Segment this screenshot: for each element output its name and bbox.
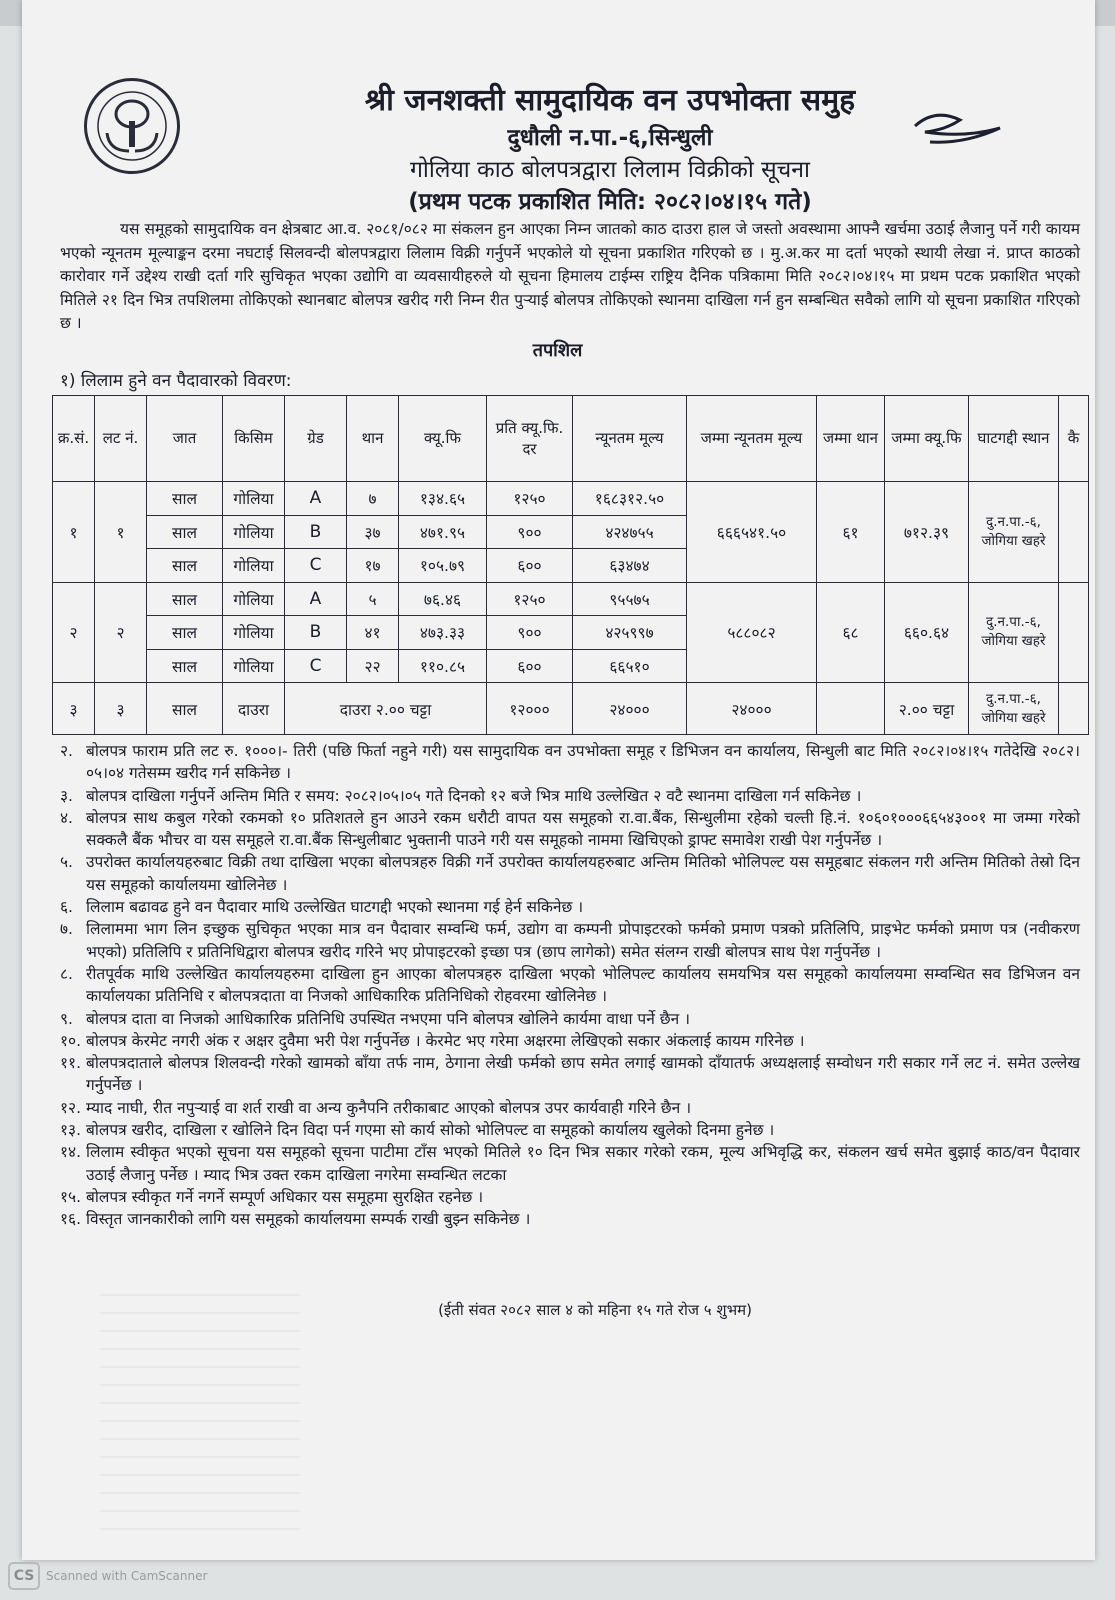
term-item xyxy=(60,896,1080,918)
bleed-through-text xyxy=(100,1280,300,1530)
cell-type: गोलिया xyxy=(223,549,285,583)
term-item xyxy=(60,1186,1080,1208)
organization-emblem xyxy=(84,78,180,174)
location-line-1: दु.न.पा.-६, xyxy=(986,690,1041,707)
cell-remarks xyxy=(1059,582,1089,683)
term-number: ७. xyxy=(60,920,73,939)
col-header-location: घाटगद्दी स्थान xyxy=(969,396,1059,482)
cell-pieces: ३७ xyxy=(347,515,399,549)
term-text: उपरोक्त कार्यालयहरुबाट विक्री तथा दाखिला भएका बोलपत्रहरु विक्री गर्ने उपरोक्त कार्यालयहरुबाट अन्तिम मितिको भोलिपल्ट यस समूहबाट संकलन गरी अन्तिम मितिको तेस्रो दिन यस समूहको कार्यालयमा खोलिनेछ । xyxy=(86,853,1080,894)
term-text: बोलपत्र दाता वा निजको आधिकारिक प्रतिनिधि उपस्थित नभएमा पनि बोलपत्र खोलिने कार्यमा वाधा पर्ने छैन । xyxy=(86,1009,691,1028)
cell-total-pieces: ६१ xyxy=(817,482,885,583)
term-number: ४. xyxy=(60,808,73,827)
terms-list xyxy=(60,740,1080,1231)
cell-rate: ६०० xyxy=(487,649,573,683)
cell-species: साल xyxy=(147,616,223,650)
cell-grade: C xyxy=(285,649,347,683)
closing-line: (ईती संवत २०८२ साल ४ को महिना १५ गते रोज ५ शुभम) xyxy=(438,1301,752,1319)
term-number: १५. xyxy=(60,1187,82,1206)
table-row-firewood xyxy=(53,683,1089,735)
col-header-lot: लट नं. xyxy=(95,396,147,482)
col-header-grade: ग्रेड xyxy=(285,396,347,482)
cell-rate: १२५० xyxy=(487,482,573,516)
section-title: १) लिलाम हुने वन पैदावारको विवरण: xyxy=(60,371,292,391)
cell-pieces: २२ xyxy=(347,649,399,683)
location-line-1: दु.न.पा.-६, xyxy=(986,513,1041,530)
cell-min-value: ६३४७४ xyxy=(573,549,687,583)
term-number: ६. xyxy=(60,898,73,917)
term-item xyxy=(60,963,1080,1008)
cell-species: साल xyxy=(147,582,223,616)
term-number: १३. xyxy=(60,1121,82,1140)
term-item xyxy=(60,1097,1080,1119)
cell-pieces: ५ xyxy=(347,582,399,616)
term-number: ११. xyxy=(60,1054,82,1073)
cell-total-min: २४००० xyxy=(687,683,817,735)
notice-header xyxy=(200,80,1020,218)
term-item xyxy=(60,1008,1080,1030)
cell-min-value: २४००० xyxy=(573,683,687,735)
cell-min-value: ४२५९९७ xyxy=(573,616,687,650)
cell-firewood-description: दाउरा २.०० चट्टा xyxy=(285,683,487,735)
scanner-label: Scanned with CamScanner xyxy=(46,1569,208,1583)
cell-total-min: ६६६५४१.५० xyxy=(687,482,817,583)
cell-remarks xyxy=(1059,482,1089,583)
term-item xyxy=(60,1119,1080,1141)
term-text: लिलाम बढावढ हुने वन पैदावार माथि उल्लेखित घाटगद्दी भएको स्थानमा गई हेर्न सकिनेछ । xyxy=(86,898,584,917)
term-text: बोलपत्र केरमेट नगरी अंक र अक्षर दुवैमा भरी पेश गर्नुपर्नेछ । केरमेट भए गरेमा अक्षरमा लेखिएको सकार अंकलाई कायम गरिनेछ । xyxy=(86,1031,805,1050)
location-line-2: जोगिया खहरे xyxy=(981,709,1046,726)
cell-total-cft: २.०० चट्टा xyxy=(885,683,969,735)
schedule-heading: तपशिल xyxy=(532,340,583,361)
cell-min-value: ४२४७५५ xyxy=(573,515,687,549)
col-header-cft: क्यू.फि xyxy=(399,396,487,482)
cell-cft: ७६.४६ xyxy=(399,582,487,616)
cell-species: साल xyxy=(147,649,223,683)
term-text: बोलपत्र खरीद, दाखिला र खोलिने दिन विदा पर्न गएमा सो कार्य सोको भोलिपल्ट वा समूहको कार्यालय खुलेको दिनमा हुनेछ । xyxy=(86,1121,775,1140)
location-line-2: जोगिया खहरे xyxy=(981,532,1046,549)
notice-title: गोलिया काठ बोलपत्रद्वारा लिलाम विक्रीको सूचना xyxy=(409,157,810,183)
term-number: ८. xyxy=(60,964,73,983)
cell-location xyxy=(969,582,1059,683)
cell-pieces: १७ xyxy=(347,549,399,583)
cell-rate: १२५० xyxy=(487,582,573,616)
cell-cft: ११०.८५ xyxy=(399,649,487,683)
table-row xyxy=(53,482,1089,516)
term-item xyxy=(60,851,1080,896)
term-text: लिलाम स्वीकृत भएको सूचना यस समूहको सूचना पाटीमा टाँस भएको मितिले १० दिन भित्र सकार गरेको रकम, मूल्य अभिवृद्धि कर, संकलन खर्च समेत बुझाई काठ/वन पैदावार उठाई लैजानु पर्नेछ । म्याद भित्र उक्त रकम दाखिला नगरेमा सम्वन्धित लटका xyxy=(86,1143,1080,1184)
cell-total-pieces xyxy=(817,683,885,735)
cell-species: साल xyxy=(147,683,223,735)
tree-hands-logo-icon xyxy=(87,81,177,171)
cell-cft: ४७१.९५ xyxy=(399,515,487,549)
term-number: १६. xyxy=(60,1210,82,1229)
cell-total-min: ५८८०८२ xyxy=(687,582,817,683)
location-line-1: दु.न.पा.-६, xyxy=(986,614,1041,631)
cell-min-value: ६६५१० xyxy=(573,649,687,683)
cell-rate: ९०० xyxy=(487,616,573,650)
col-header-total-cft: जम्मा क्यू.फि xyxy=(885,396,969,482)
cell-grade: B xyxy=(285,616,347,650)
col-header-species: जात xyxy=(147,396,223,482)
term-number: ३. xyxy=(60,786,73,805)
term-text: विस्तृत जानकारीको लागि यस समूहको कार्यालयमा सम्पर्क राखी बुझ्न सकिनेछ । xyxy=(86,1210,531,1229)
cell-type: गोलिया xyxy=(223,649,285,683)
term-number: १२. xyxy=(60,1098,82,1117)
col-header-total-pieces: जम्मा थान xyxy=(817,396,885,482)
col-header-total-min: जम्मा न्यूनतम मूल्य xyxy=(687,396,817,482)
term-number: १४. xyxy=(60,1143,82,1162)
cell-cft: १३४.६५ xyxy=(399,482,487,516)
term-text: म्याद नाघी, रीत नपुर्‍याई वा शर्त राखी वा अन्य कुनैपनि तरीकाबाट आएको बोलपत्र उपर कार्यवाही गरिने छैन । xyxy=(86,1098,692,1117)
col-header-rate: प्रति क्यू.फि. दर xyxy=(487,396,573,482)
camscanner-icon: CS xyxy=(8,1562,40,1590)
term-text: रीतपूर्वक माथि उल्लेखित कार्यालयहरुमा दाखिला हुन आएका बोलपत्रहरु दाखिला भएको भोलिपल्ट कार्यालय समयभित्र यस समूहको कार्यालयमा सम्वन्धित सव डिभिजन वन कार्यालयका प्रतिनिधि र बोलपत्रदाता वा निजको आधिकारिक प्रतिनिधिको रोहवरमा खोलिनेछ । xyxy=(86,964,1080,1006)
col-header-min-value: न्यूनतम मूल्य xyxy=(573,396,687,482)
cell-remarks xyxy=(1059,683,1089,735)
term-text: लिलाममा भाग लिन इच्छुक सुचिकृत भएका मात्र वन पैदावार सम्वन्धि फर्म, उद्योग वा कम्पनी प्रोपाइटरको फर्मको प्रमाण पत्रको प्रतिलिपि, प्राइभेट फर्मको प्रमाण पत्र (नवीकरण भएको) प्रतिलिपि र प्रतिनिधिद्वारा बोलपत्र खरीद गरिने भए प्रोपाइटरको इच्छा पत्र (छाप लागेको) समेत संलग्न राखी बोलपत्र साथ पेश गर्नुपर्नेछ । xyxy=(86,920,1080,961)
cell-rate: ६०० xyxy=(487,549,573,583)
cell-min-value: ९५५७५ xyxy=(573,582,687,616)
organization-name: श्री जनशक्ती सामुदायिक वन उपभोक्ता समुह xyxy=(364,83,856,118)
cell-type: गोलिया xyxy=(223,616,285,650)
lot-details-table xyxy=(52,395,1089,735)
cell-pieces: ७ xyxy=(347,482,399,516)
cell-rate: १२००० xyxy=(487,683,573,735)
term-item xyxy=(60,1208,1080,1230)
term-item xyxy=(60,918,1080,963)
cell-grade: B xyxy=(285,515,347,549)
cell-cft: १०५.७९ xyxy=(399,549,487,583)
term-item xyxy=(60,1052,1080,1097)
cell-type: गोलिया xyxy=(223,515,285,549)
cell-cft: ४७३.३३ xyxy=(399,616,487,650)
location-line-2: जोगिया खहरे xyxy=(981,633,1046,650)
term-number: ५. xyxy=(60,853,73,872)
cell-grade: C xyxy=(285,549,347,583)
cell-sn: १ xyxy=(53,482,95,583)
term-text: बोलपत्र फाराम प्रति लट रु. १०००।- तिरी (पछि फिर्ता नहुने गरी) यस सामुदायिक वन उपभोक्ता समूह र डिभिजन वन कार्यालय, सिन्धुली बाट मिति २०८२।०४।१५ गतेदेखि २०८२।०५।०४ गतेसम्म खरीद गर्न सकिनेछ । xyxy=(86,742,1080,783)
term-text: बोलपत्र दाखिला गर्नुपर्ने अन्तिम मिति र समय: २०८२।०५।०५ गते दिनको १२ बजे भित्र माथि उल्लेखित २ वटै स्थानमा दाखिला गर्न सकिनेछ । xyxy=(86,786,862,805)
cell-species: साल xyxy=(147,549,223,583)
cell-total-pieces: ६८ xyxy=(817,582,885,683)
term-text: बोलपत्रदाताले बोलपत्र शिलवन्दी गरेको खामको बाँया तर्फ नाम, ठेगाना लेखी फर्मको छाप समेत लगाई खामको दाँयातर्फ अध्यक्षलाई सम्वोधन गरी सकार गर्ने लट नं. समेत उल्लेख गर्नुपर्नेछ । xyxy=(86,1054,1080,1095)
cell-lot: २ xyxy=(95,582,147,683)
cell-location xyxy=(969,482,1059,583)
cell-species: साल xyxy=(147,515,223,549)
table-header-row xyxy=(53,396,1089,482)
cell-total-cft: ६६०.६४ xyxy=(885,582,969,683)
cell-pieces: ४१ xyxy=(347,616,399,650)
term-number: १०. xyxy=(60,1031,82,1050)
cell-min-value: १६८३१२.५० xyxy=(573,482,687,516)
cell-rate: ९०० xyxy=(487,515,573,549)
cell-type: गोलिया xyxy=(223,482,285,516)
publish-date: (प्रथम पटक प्रकाशित मिति: २०८२।०४।१५ गते) xyxy=(408,189,812,215)
cell-species: साल xyxy=(147,482,223,516)
term-item xyxy=(60,807,1080,852)
cell-location xyxy=(969,683,1059,735)
cell-sn: ३ xyxy=(53,683,95,735)
term-item xyxy=(60,740,1080,785)
cell-total-cft: ७१२.३९ xyxy=(885,482,969,583)
cell-type: दाउरा xyxy=(223,683,285,735)
col-header-sn: क्र.सं. xyxy=(53,396,95,482)
cell-lot: ३ xyxy=(95,683,147,735)
col-header-remarks: कै xyxy=(1059,396,1089,482)
intro-paragraph: यस समूहको सामुदायिक वन क्षेत्रबाट आ.व. २०८१/०८२ मा संकलन हुन आएका निम्न जातको काठ दाउरा हाल जे जस्तो अवस्थामा आफ्नै खर्चमा उठाई लैजानु पर्ने गरी कायम भएको न्यूनतम मूल्याङ्कन दरमा नघटाई सिलवन्दी बोलपत्रद्वारा लिलाम विक्री गर्नुपर्ने भएकोले यो सूचना प्रकाशित गरिएको छ । मु.अ.कर मा दर्ता भएको स्थायी लेखा नं. प्राप्त काठको कारोवार गर्ने उद्देश्य राखी दर्ता गरि सुचिकृत भएका उद्योगि वा व्यवसायीहरुले यो सूचना हिमालय टाईम्स राष्ट्रिय दैनिक पत्रिकामा मिति २०८२।०४।१५ मा प्रथम पटक प्रकाशित भएको मितिले २१ दिन भित्र तपशिलमा तोकिएको स्थानबाट बोलपत्र खरीद गरी निम्न रीत पुर्‍याई बोलपत्र तोकिएको स्थानमा दाखिला गर्न हुन सम्बन्धित सवैको लागि यो सूचना प्रकाशित गरिएको छ । xyxy=(60,220,1080,332)
term-number: २. xyxy=(60,742,73,760)
organization-address: दुधौली न.पा.-६,सिन्धुली xyxy=(507,125,713,151)
scanner-watermark xyxy=(8,1562,207,1590)
term-item xyxy=(60,1141,1080,1186)
cell-grade: A xyxy=(285,482,347,516)
cell-type: गोलिया xyxy=(223,582,285,616)
term-text: बोलपत्र साथ कबुल गरेको रकमको १० प्रतिशतले हुन आउने रकम धरौटी वापत यस समूहको रा.वा.बैंक, सिन्धुलीमा रहेको चल्ती हि.नं. १०६०१०००६६५४३००१ मा जम्मा गरेको सक्कलै बैंक भौचर वा यस समूहले रा.वा.बैंक सिन्धुलीबाट भुक्तानी पाउने गरी यस समूहको नाममा खिचिएको ड्राफ्ट समावेश राखी पेश गर्नुपर्नेछ । xyxy=(86,808,1080,850)
cell-sn: २ xyxy=(53,582,95,683)
table-row xyxy=(53,582,1089,616)
term-item xyxy=(60,785,1080,807)
term-number: ९. xyxy=(60,1009,73,1028)
term-text: बोलपत्र स्वीकृत गर्ने नगर्ने सम्पूर्ण अधिकार यस समूहमा सुरक्षित रहनेछ । xyxy=(86,1187,484,1206)
col-header-type: किसिम xyxy=(223,396,285,482)
term-item xyxy=(60,1030,1080,1052)
cell-lot: १ xyxy=(95,482,147,583)
col-header-pieces: थान xyxy=(347,396,399,482)
cell-grade: A xyxy=(285,582,347,616)
